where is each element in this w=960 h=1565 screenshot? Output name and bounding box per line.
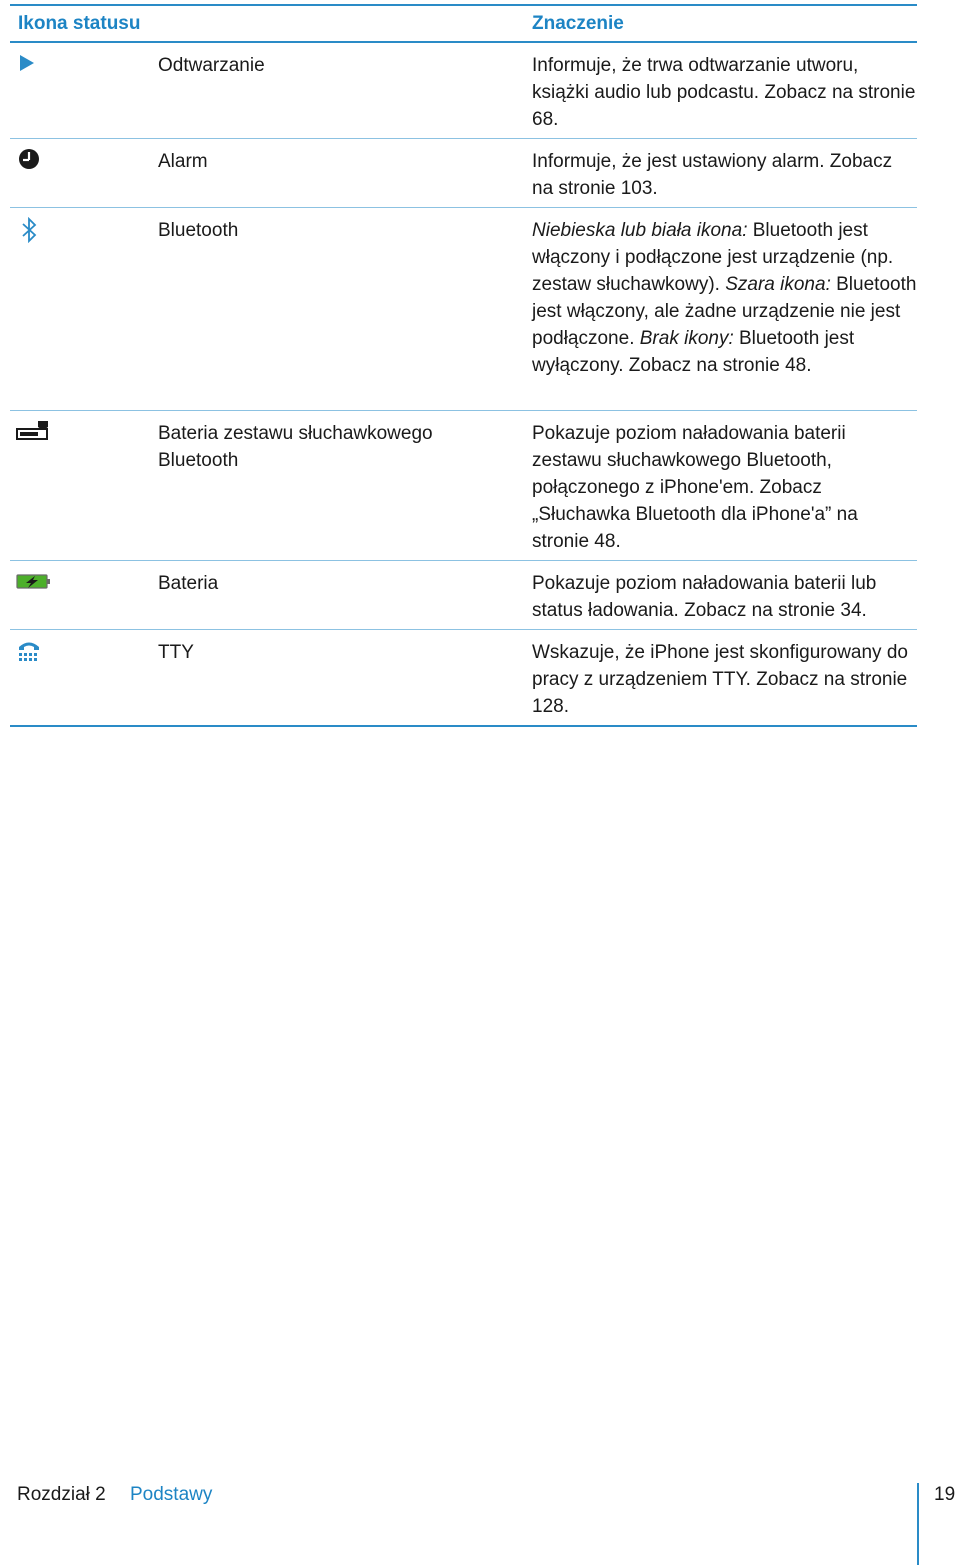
status-name: Odtwarzanie [158, 55, 265, 76]
table-header [10, 6, 917, 43]
status-name: Alarm [158, 151, 208, 172]
footer-divider [917, 1483, 919, 1565]
table-row [10, 411, 917, 561]
table-row [10, 561, 917, 630]
desc-text-part: Bluetooth jest włączony, ale żadne urządzenie nie jest podłączone. [532, 274, 917, 349]
headset-battery-icon [16, 420, 46, 446]
alarm-clock-icon [16, 148, 46, 174]
status-name: Bateria zestawu słuchawkowego Bluetooth [158, 423, 433, 471]
tty-icon [16, 639, 46, 665]
status-description: Informuje, że trwa odtwarzanie utworu, książki audio lub podcastu. Zobacz na stronie 68. [532, 55, 916, 130]
status-description: Pokazuje poziom naładowania baterii zestawu słuchawkowego Bluetooth, połączonego z iPhone'em. Zobacz „Słuchawka Bluetooth dla iPhone'a” na stronie 48. [532, 423, 858, 552]
table-row [10, 139, 917, 208]
status-icons-table [10, 4, 917, 727]
status-name: TTY [158, 642, 194, 663]
status-description: Informuje, że jest ustawiony alarm. Zobacz na stronie 103. [532, 151, 893, 199]
desc-italic-part: Szara ikona: [725, 274, 831, 295]
desc-italic-part: Brak ikony: [639, 328, 734, 349]
status-description [532, 217, 917, 379]
header-icon-column: Ikona statusu [18, 13, 141, 34]
desc-text-part: Bluetooth jest włączony i podłączone jest urządzenie (np. zestaw słuchawkowy). [532, 220, 894, 295]
desc-text-part: Bluetooth jest wyłączony. Zobacz na stronie 48. [532, 328, 855, 376]
play-icon [16, 52, 46, 78]
bluetooth-icon [16, 217, 46, 243]
table-row [10, 208, 917, 411]
status-description: Pokazuje poziom naładowania baterii lub status ładowania. Zobacz na stronie 34. [532, 573, 877, 621]
status-description: Wskazuje, że iPhone jest skonfigurowany do pracy z urządzeniem TTY. Zobacz na stronie 128. [532, 642, 908, 717]
table-row [10, 630, 917, 727]
desc-italic-part: Niebieska lub biała ikona: [532, 220, 748, 241]
battery-charging-icon [16, 570, 46, 596]
footer-chapter: Rozdział 2 [17, 1484, 106, 1505]
footer-chapter-title: Podstawy [130, 1484, 213, 1505]
header-meaning-column: Znaczenie [532, 13, 624, 34]
status-name: Bluetooth [158, 220, 239, 241]
page-number: 19 [934, 1484, 956, 1505]
status-name: Bateria [158, 573, 219, 594]
table-row [10, 43, 917, 139]
